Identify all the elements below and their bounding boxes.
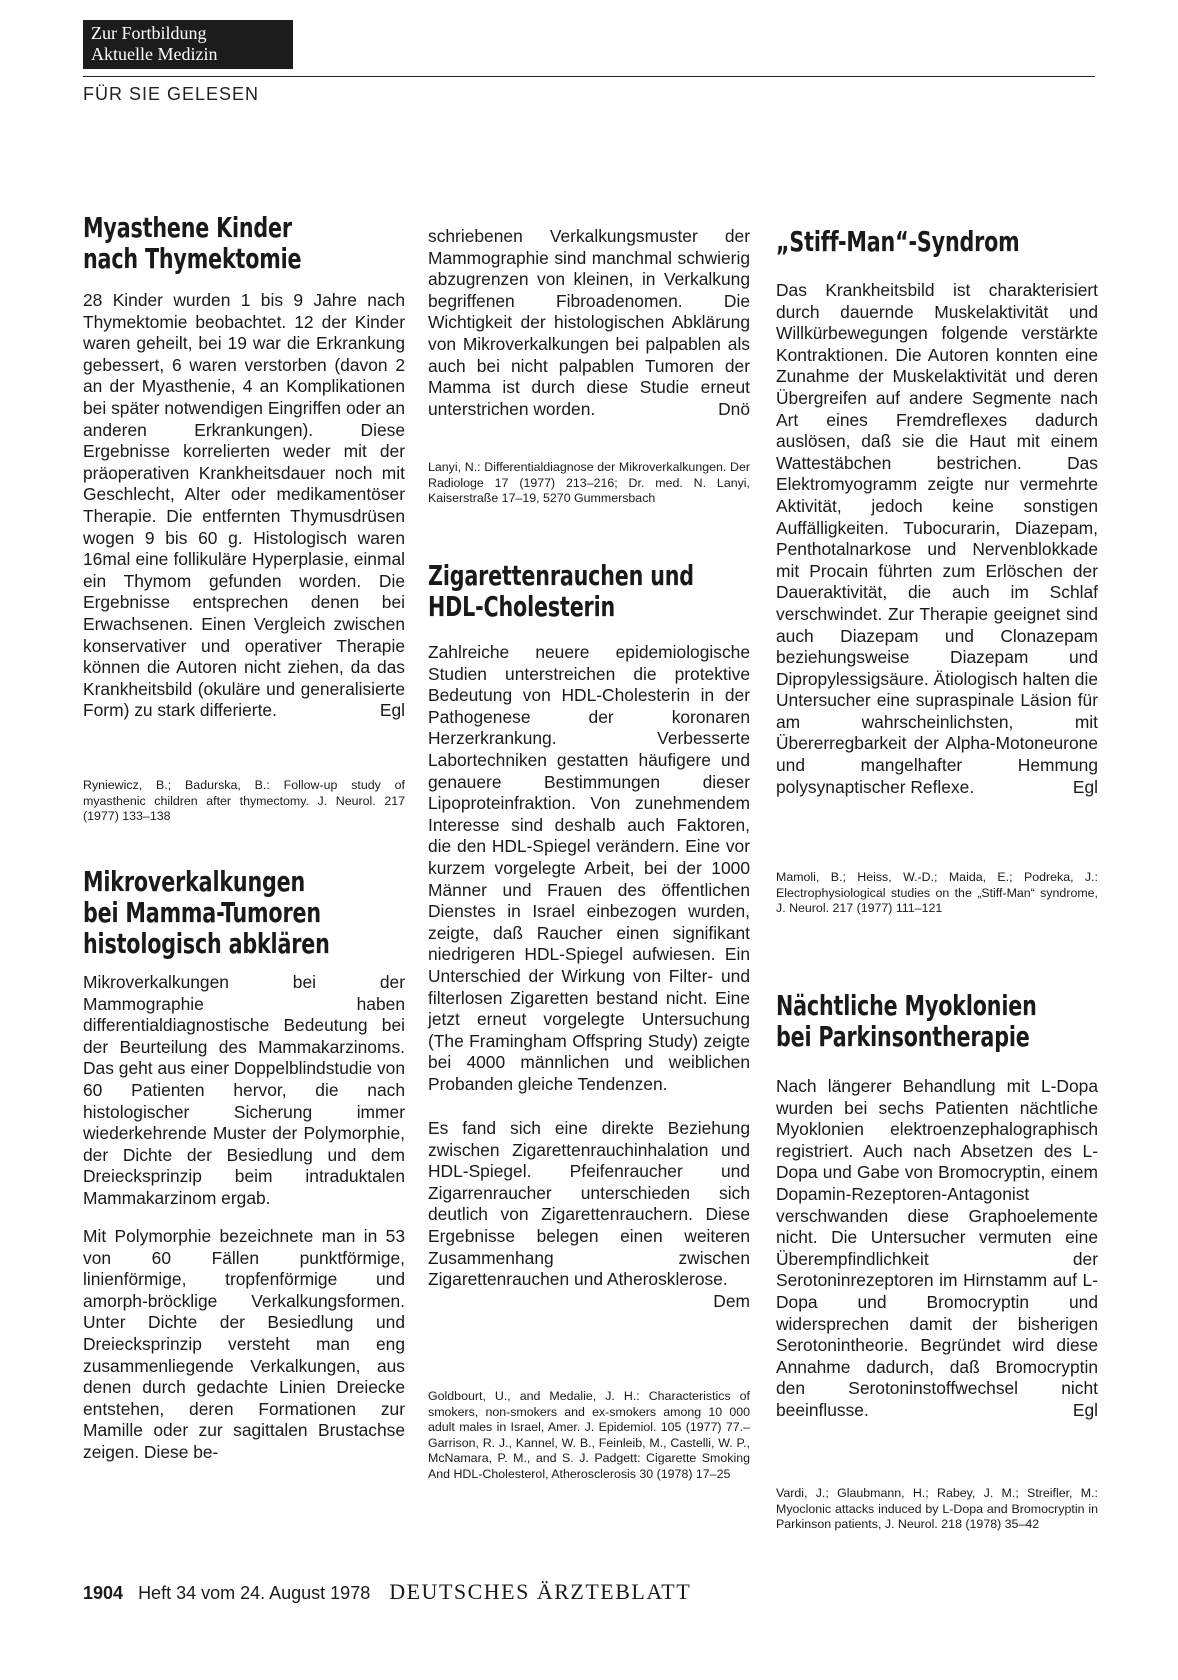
article-4-title xyxy=(776,226,1098,257)
article-1-reference: Ryniewicz, B.; Badurska, B.: Follow-up study of myasthenic children after thymectomy. J. Neurol. 217 (1977) 133–138 xyxy=(83,778,405,823)
article-4-signature: Egl xyxy=(1072,776,1098,797)
section-badge xyxy=(83,20,293,69)
article-2-body-1: Mikroverkalkungen bei der Mammographie haben differentialdiagnostische Bedeutung bei der Beurteilung des Mammakarzinoms. Das geht aus einer Doppelblindstudie von 60 Patienten hervor, die nach histologischer Sicherung immer wiederkehrende Muster der Polymorphie, der Dichte der Besiedlung und dem Dreiecksprinzip beim intraduktalen Mammakarzinom ergab. xyxy=(83,972,405,1208)
article-5-signature: Egl xyxy=(1072,1399,1098,1420)
page-number: 1904 xyxy=(83,1583,124,1603)
article-1-signature: Egl xyxy=(379,700,405,721)
article-3-signature: Dem xyxy=(713,1290,750,1311)
article-5-title-line-1: Nächtliche Myoklonien xyxy=(776,989,1037,1022)
article-2-reference: Lanyi, N.: Differentialdiagnose der Mikroverkalkungen. Der Radiologe 17 (1977) 213–216; Dr. med. N. Lanyi, Kaiserstraße 17–19, 5270 Gummersbach xyxy=(428,460,750,505)
badge-line-2: Aktuelle Medizin xyxy=(91,44,218,64)
article-3-reference: Goldbourt, U., and Medalie, J. H.: Characteristics of smokers, non-smokers and ex-smokers among 10 000 adult males in Israel, Amer. J. Epidemiol. 105 (1977) 77.– Garrison, R. J., Kannel, W. B., Feinleib, M., Castelli, W. P., McNamara, P. M., and S. J. Padgett: Cigarette Smoking And HDL-Cholesterol, Atherosclerosis 30 (1978) 17–25 xyxy=(428,1389,750,1481)
page-footer xyxy=(83,1579,691,1605)
article-5-body xyxy=(776,1076,1098,1422)
section-label: FÜR SIE GELESEN xyxy=(83,84,260,104)
article-2-title-line-2: bei Mamma-Tumoren xyxy=(83,896,321,929)
article-1-title-line-1: Myasthene Kinder xyxy=(83,211,292,244)
article-1-text: 28 Kinder wurden 1 bis 9 Jahre nach Thymektomie beobachtet. 12 der Kinder waren geheilt, bei 19 war die Erkrankung gebessert, 6 waren verstorben (davon 2 an der Myasthenie, 4 an Komplikationen bei später notwendigen Eingriffen oder an anderen Erkrankungen). Diese Ergebnisse korrelierten weder mit der präoperativen Krankheitsdauer noch mit Geschlecht, Alter oder medikamentöser Therapie. Die entfernten Thymusdrüsen wogen 9 bis 60 g. Histologisch waren 16mal eine follikuläre Hyperplasie, einmal ein Thymom gefunden worden. Die Ergebnisse entsprechen denen bei Erwachsenen. Einen Vergleich zwischen konservativer und operativer Therapie können die Autoren nicht ziehen, da das Krankheitsbild (okuläre und generalisierte Form) zu stark differierte. xyxy=(83,290,405,721)
article-1-title-line-2: nach Thymektomie xyxy=(83,242,302,275)
article-3-body-1: Zahlreiche neuere epidemiologische Studien unterstreichen die protektive Bedeutung von HDL-Cholesterin in der Pathogenese der koronaren Herzerkrankung. Verbesserte Labortechniken gestatten häufigere und genauere Bestimmungen dieser Lipoproteinfraktion. Von zunehmendem Interesse sind deshalb auch Faktoren, die den HDL-Spiegel verändern. Eine vor kurzem vorgelegte Arbeit, bei der 1000 Männer und Frauen des öffentlichen Dienstes in Israel einbezogen wurden, zeigte, daß Raucher einen signifikant niedrigeren HDL-Spiegel aufwiesen. Ein Unterschied der Wirkung von Filter- und filterlosen Zigaretten bestand nicht. Eine jetzt erneut vorgelegte Untersuchung (The Framingham Offspring Study) zeigte bei 4000 männlichen und weiblichen Probanden gleiche Tendenzen. xyxy=(428,642,750,1094)
article-3-title xyxy=(428,560,750,622)
article-5-title-line-2: bei Parkinsontherapie xyxy=(776,1020,1030,1053)
article-4-title-line-1: „Stiff-Man“-Syndrom xyxy=(776,225,1020,258)
article-2-continuation-text: schriebenen Verkalkungsmuster der Mammographie sind manchmal schwierig abzugrenzen von kleinen, in Verkalkung begriffenen Fibroadenomen. Die Wichtigkeit der histologischen Abklärung von Mikroverkalkungen bei palpablen als auch bei nicht palpablen Tumoren der Mamma ist durch diese Studie erneut unterstrichen worden. xyxy=(428,226,750,419)
article-3-title-line-1: Zigarettenrauchen und xyxy=(428,559,694,592)
article-1-body xyxy=(83,290,405,722)
article-2-title-line-3: histologisch abklären xyxy=(83,927,330,960)
issue-info: Heft 34 vom 24. August 1978 xyxy=(138,1583,371,1603)
article-5-text: Nach längerer Behandlung mit L-Dopa wurden bei sechs Patienten nächtliche Myoklonien elektroenzephalographisch registriert. Auch nach Absetzen des L-Dopa und Gabe von Bromocryptin, einem Dopamin-Rezeptoren-Antagonist verschwanden diese Graphoelemente nicht. Die Untersucher vermuten eine Überempfindlichkeit der Serotoninrezeptoren im Hirnstamm auf L-Dopa und Bromocryptin und widersprechen damit der bisherigen Serotonintheorie. Begründet wird diese Annahme dadurch, daß Bromocryptin den Serotoninstoffwechsel nicht beeinflusse. xyxy=(776,1076,1098,1420)
journal-name: DEUTSCHES ÄRZTEBLATT xyxy=(389,1579,692,1604)
article-1-title xyxy=(83,212,405,274)
article-4-text: Das Krankheitsbild ist charakterisiert durch dauernde Muskelaktivität und Willkürbewegungen folgende verstärkte Kontraktionen. Die Autoren konnten eine Zunahme der Muskelaktivität und deren Übergreifen auf andere Segmente nach Art eines Fremdreflexes dadurch auslösen, daß sie die Haut mit einem Wattestäbchen bestrichen. Das Elektromyogramm zeigte nur vermehrte Aktivität, jedoch keine sonstigen Auffälligkeiten. Tubocurarin, Diazepam, Penthotalnarkose und Nervenblokkade mit Procain führten zum Erlöschen der Daueraktivität, die auch im Schlaf verschwindet. Zur Therapie geeignet sind auch Diazepam und Clonazepam beziehungsweise Diazepam und Dipropylessigsäure. Ätiologisch halten die Untersucher eine supraspinale Läsion für am wahrscheinlichsten, mit Übererregbarkeit der Alpha-Motoneurone und mangelhafter Hemmung polysynaptischer Reflexe. xyxy=(776,280,1098,797)
article-4-body xyxy=(776,280,1098,798)
article-3-body-2 xyxy=(428,1118,750,1312)
article-2-text-2: Mit Polymorphie bezeichnete man in 53 von 60 Fällen punktförmige, linienförmige, tropfenförmige und amorph-bröcklige Verkalkungsformen. Unter Dichte der Besiedlung und Dreiecksprinzip versteht man eng zusammenliegende Verkalkungen, aus denen durch gedachte Linien Dreiecke entstehen, deren Formationen zur Mamille oder zur sagittalen Brustachse zeigen. Diese be- xyxy=(83,1226,405,1462)
article-4-reference: Mamoli, B.; Heiss, W.-D.; Maida, E.; Podreka, J.: Electrophysiological studies on the „Stiff-Man“ syndrome, J. Neurol. 217 (1977) 111–121 xyxy=(776,870,1098,915)
article-2-signature: Dnö xyxy=(718,398,750,419)
header-rule xyxy=(83,76,1095,77)
badge-line-1: Zur Fortbildung xyxy=(91,23,207,43)
article-5-reference: Vardi, J.; Glaubmann, H.; Rabey, J. M.; Streifler, M.: Myoclonic attacks induced by L-Dopa and Bromocryptin in Parkinson patients, J. Neurol. 218 (1978) 35–42 xyxy=(776,1486,1098,1531)
article-3-title-line-2: HDL-Cholesterin xyxy=(428,590,616,623)
article-5-title xyxy=(776,990,1098,1052)
article-3-text-2: Es fand sich eine direkte Beziehung zwischen Zigarettenrauchinhalation und HDL-Spiegel. Pfeifenraucher und Zigarrenraucher unterschieden sich deutlich von Zigarettenrauchern. Diese Ergebnisse belegen einen weiteren Zusammenhang zwischen Zigarettenrauchen und Atherosklerose. xyxy=(428,1118,750,1290)
article-2-title xyxy=(83,866,405,959)
article-2-body-2-continued xyxy=(428,226,750,420)
article-2-body-2 xyxy=(83,1226,405,1498)
article-2-title-line-1: Mikroverkalkungen xyxy=(83,865,306,898)
